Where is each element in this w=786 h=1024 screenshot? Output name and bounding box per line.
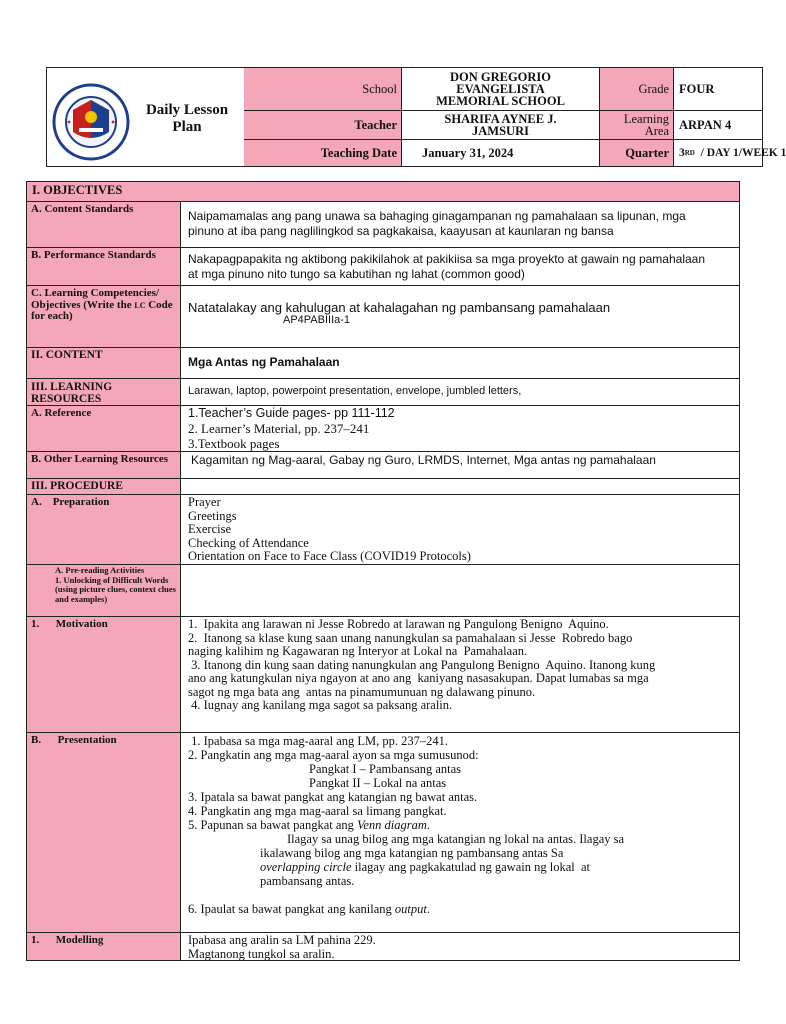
prereading-letter: A. bbox=[55, 565, 64, 575]
quarter-sup: RD bbox=[684, 149, 695, 157]
preparation-item: Orientation on Face to Face Class (COVID19 Protocols) bbox=[188, 549, 471, 563]
logo-cell bbox=[47, 68, 245, 166]
performance-row bbox=[27, 248, 739, 286]
reference-label: A. Reference bbox=[27, 406, 181, 451]
reference-row bbox=[27, 406, 739, 452]
school-value: DON GREGORIO EVANGELISTA MEMORIAL SCHOOL bbox=[402, 68, 600, 111]
presentation-line: 1. Ipabasa sa mga mag-aaral ang LM, pp. 237–241. bbox=[188, 734, 448, 748]
objectives-row bbox=[27, 182, 739, 202]
presentation-line: 5. Papunan sa bawat pangkat ang Venn diagram. bbox=[188, 818, 430, 832]
competencies-value bbox=[182, 286, 739, 347]
motivation-line: sagot ng mga bata ang antas na pinamumunuan ng dalawang pinuno. bbox=[188, 684, 536, 699]
other-resources-value: Kagamitan ng Mag-aaral, Gabay ng Guro, LRMDS, Internet, Mga antas ng pamahalaan bbox=[191, 453, 656, 467]
competencies-label bbox=[27, 286, 181, 347]
presentation-line: Pangkat I – Pambansang antas bbox=[309, 762, 462, 776]
preparation-item: Prayer bbox=[188, 495, 221, 509]
dlp-title: Daily Lesson Plan bbox=[145, 102, 229, 135]
teaching-date-value: January 31, 2024 bbox=[402, 140, 600, 166]
motivation-label: 1. Motivation bbox=[27, 617, 181, 732]
presentation-line: Pangkat II – Lokal na antas bbox=[309, 776, 447, 790]
presentation-label: B. Presentation bbox=[27, 733, 181, 932]
prereading-label bbox=[27, 565, 181, 616]
learning-area-value: ARPAN 4 bbox=[674, 111, 762, 140]
content-standards-value bbox=[182, 202, 739, 247]
content-value: Mga Antas ng Pamahalaan bbox=[188, 355, 340, 369]
performance-value bbox=[182, 248, 739, 285]
motivation-line: 2. Itanong sa klase kung saan unang nanungkulan sa pamahalaan si Jesse Robredo bago bbox=[188, 630, 633, 645]
motivation-line: 4. Iugnay ang kanilang mga sagot sa paksang aralin. bbox=[188, 698, 453, 712]
lesson-table bbox=[26, 181, 740, 961]
resources-row bbox=[27, 379, 739, 406]
preparation-item: Checking of Attendance bbox=[188, 535, 309, 550]
performance-label: B. Performance Standards bbox=[27, 248, 181, 285]
motivation-row bbox=[27, 617, 739, 733]
presentation-line: ikalawang bilog ang mga katangian ng pambansang antas Sa bbox=[260, 846, 564, 860]
competencies-label-1: C. Learning Competencies/ Objectives (Write the bbox=[31, 287, 160, 311]
competencies-line1: Natatalakay ang kahulugan at kahalagahan ng pambansang pamahalaan bbox=[188, 300, 611, 315]
learning-area-label: Learning Area bbox=[600, 111, 674, 140]
venn-diagram-text: Venn diagram bbox=[357, 818, 427, 832]
resources-label: III. LEARNING RESOURCES bbox=[27, 379, 181, 405]
modelling-label: 1. Modelling bbox=[27, 933, 181, 960]
reference-2: 2. Learner’s Material, pp. 237–241 bbox=[188, 421, 370, 436]
resources-value: Larawan, laptop, powerpoint presentation, envelope, jumbled letters, bbox=[188, 385, 522, 397]
presentation-line: Ilagay sa unag bilog ang mga katangian ng lokal na antas. Ilagay sa bbox=[287, 832, 625, 846]
overlapping-circle-text: overlapping circle bbox=[260, 860, 352, 874]
grade-label: Grade bbox=[600, 68, 674, 111]
preparation-value bbox=[182, 495, 739, 564]
reference-1: 1.Teacher’s Guide pages- pp 111-112 bbox=[188, 406, 395, 420]
modelling-line: Magtanong tungkol sa aralin. bbox=[188, 946, 335, 961]
modelling-row bbox=[27, 933, 739, 960]
preparation-item: Exercise bbox=[188, 522, 232, 536]
prereading-title: Pre-reading Activities bbox=[65, 565, 145, 575]
content-standards-row bbox=[27, 202, 739, 248]
prereading-sub: 1. Unlocking of Difficult Words (using picture clues, context clues and examples) bbox=[55, 574, 176, 604]
presentation-row bbox=[27, 733, 739, 933]
reference-3: 3.Textbook pages bbox=[188, 436, 280, 451]
content-standards-label: A. Content Standards bbox=[27, 202, 181, 247]
performance-line1: Nakapagpapakita ng aktibong pakikilahok at pakikiisa sa mga proyekto at gawain ng pamahalaan bbox=[188, 252, 706, 266]
header-table bbox=[46, 67, 786, 167]
competencies-label-lc: LC bbox=[134, 300, 146, 310]
preparation-item: Greetings bbox=[188, 508, 237, 523]
procedure-label: III. PROCEDURE bbox=[27, 479, 181, 494]
other-resources-label: B. Other Learning Resources bbox=[27, 452, 181, 478]
motivation-line: naging kalihim ng Kagawaran ng Interyor at Lokal na Pamahalaan. bbox=[188, 644, 528, 658]
motivation-line: 3. Itanong din kung saan dating nanungkulan ang Pangulong Benigno Aquino. Itanong kung bbox=[188, 657, 656, 672]
motivation-line: ano ang katungkulan niya ngayon at ano ang kaniyang nasasakupan. Dapat lumabas sa mga bbox=[188, 671, 649, 685]
performance-line2: at mga pinuno nito tungo sa kabutihan ng lahat (common good) bbox=[188, 267, 525, 281]
presentation-line: pambansang antas. bbox=[260, 874, 355, 888]
reference-value bbox=[182, 406, 739, 451]
motivation-value bbox=[182, 617, 739, 732]
teaching-date-label: Teaching Date bbox=[244, 140, 402, 166]
modelling-value bbox=[182, 933, 739, 960]
teacher-value: SHARIFA AYNEE J. JAMSURI bbox=[402, 111, 600, 140]
motivation-line: 1. Ipakita ang larawan ni Jesse Robredo at larawan ng Pangulong Benigno Aquino. bbox=[188, 617, 609, 631]
quarter-label: Quarter bbox=[600, 140, 674, 166]
objectives-heading: I. OBJECTIVES bbox=[27, 182, 739, 201]
competencies-code: AP4PABIIIa-1 bbox=[283, 314, 351, 326]
procedure-row bbox=[27, 479, 739, 495]
content-row bbox=[27, 348, 739, 379]
preparation-row bbox=[27, 495, 739, 565]
presentation-line: overlapping circle ilagay ang pagkakatulad ng gawain ng lokal at bbox=[260, 860, 590, 874]
grade-value: FOUR bbox=[674, 68, 762, 111]
competencies-row bbox=[27, 286, 739, 348]
presentation-line: 3. Ipatala sa bawat pangkat ang katangian ng bawat antas. bbox=[188, 790, 478, 804]
output-text: output bbox=[394, 902, 427, 916]
presentation-line: 4. Pangkatin ang mga mag-aaral sa limang pangkat. bbox=[188, 804, 447, 818]
quarter-rest: / DAY 1/WEEK 1 bbox=[694, 147, 786, 159]
presentation-line: 6. Ipaulat sa bawat pangkat ang kanilang output. bbox=[188, 902, 430, 916]
other-resources-row bbox=[27, 452, 739, 479]
quarter-value bbox=[674, 140, 786, 166]
competencies-label-2: Code for each) bbox=[31, 298, 173, 322]
presentation-value bbox=[182, 733, 739, 932]
deped-seal-logo bbox=[51, 82, 131, 162]
content-label: II. CONTENT bbox=[27, 348, 181, 378]
modelling-line: Ipabasa ang aralin sa LM pahina 229. bbox=[188, 933, 376, 947]
quarter-num: 3 bbox=[679, 147, 685, 159]
content-standards-line1: Naipamamalas ang pang unawa sa bahaging ginagampanan ng pamahalaan sa lipunan, mga bbox=[188, 209, 686, 223]
teacher-label: Teacher bbox=[244, 111, 402, 140]
prereading-row bbox=[27, 565, 739, 617]
presentation-line: 2. Pangkatin ang mga mag-aaral ayon sa mga sumusunod: bbox=[188, 748, 479, 762]
content-standards-line2: pinuno at iba pang naglilingkod sa pagkakaisa, kaayusan at kaunlaran ng bansa bbox=[188, 224, 614, 238]
preparation-label: A. Preparation bbox=[27, 495, 181, 564]
school-label: School bbox=[244, 68, 402, 111]
